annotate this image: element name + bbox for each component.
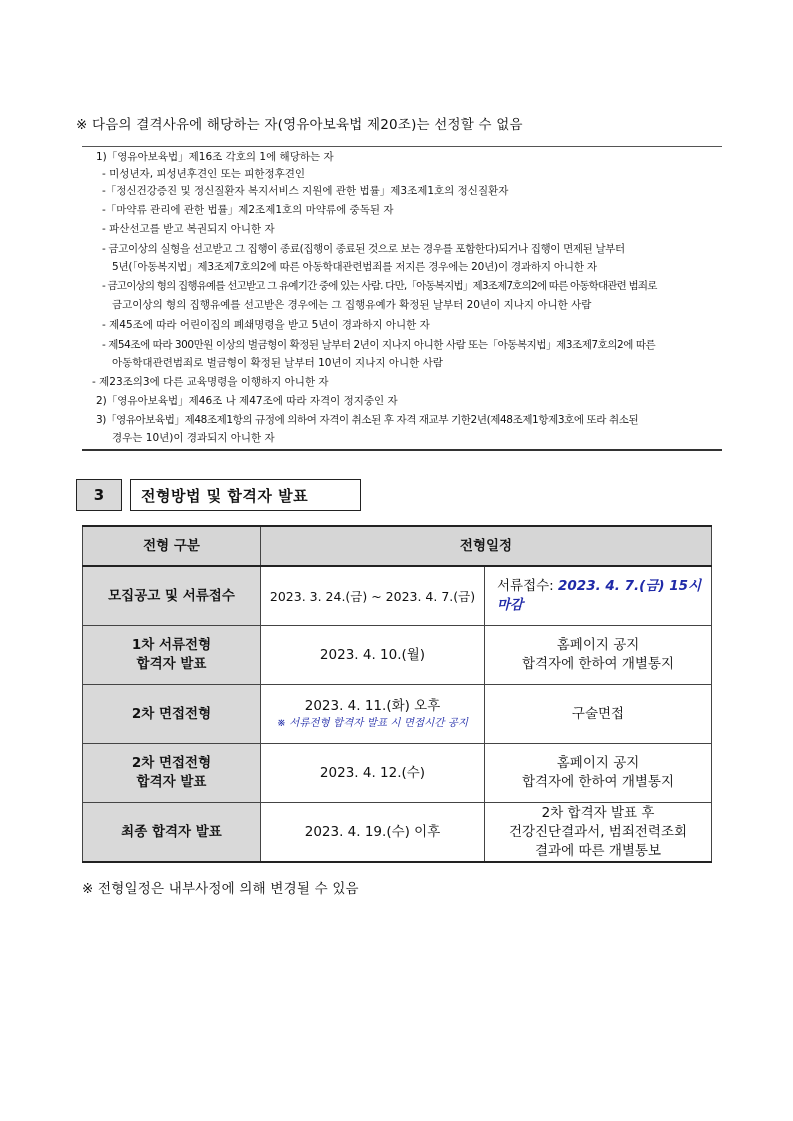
table-row xyxy=(83,744,712,803)
disqualification-box xyxy=(82,146,722,451)
list-item: -「정신건강증진 및 정신질환자 복지서비스 지원에 관한 법률」제3조제1호의 정신질환자 xyxy=(102,185,509,197)
row-note: 홈페이지 공지 합격자에 한하여 개별통지 xyxy=(485,744,712,803)
row-note xyxy=(485,566,712,626)
row-date: 2023. 4. 11.(화) 오후 ※ 서류전형 합격자 발표 시 면접시간 공지 xyxy=(261,685,485,744)
list-item: 1)「영유아보육법」제16조 각호의 1에 해당하는 자 xyxy=(96,151,334,163)
list-item: 5년(「아동복지법」제3조제7호의2에 따른 아동학대관련범죄를 저지른 경우에는 20년)이 경과하지 아니한 자 xyxy=(112,261,597,273)
row-label: 1차 서류전형 합격자 발표 xyxy=(83,626,261,685)
list-item: 3)「영유아보육법」제48조제1항의 규정에 의하여 자격이 취소된 후 자격 재교부 기한2년(제48조제1항제3호에 또라 취소된 xyxy=(96,414,639,426)
row-date: 2023. 4. 10.(월) xyxy=(261,626,485,685)
row-note: 홈페이지 공지 합격자에 한하여 개별통지 xyxy=(485,626,712,685)
table-row xyxy=(83,685,712,744)
deadline-text: 2023. 4. 7.(금) 15시 마감 xyxy=(497,578,702,613)
disqualification-notice: ※ 다음의 결격사유에 해당하는 자(영유아보육법 제20조)는 선정할 수 없음 xyxy=(76,117,523,133)
row-date: 2023. 4. 19.(수) 이후 xyxy=(261,803,485,863)
header-schedule: 전형일정 xyxy=(261,526,712,566)
list-item: - 제54조에 따라 300만원 이상의 벌금형이 확정된 날부터 2년이 지나지 아니한 사람 또는「아동복지법」제3조제7호의2에 따른 xyxy=(102,339,656,351)
list-item: - 금고이상의 형의 집행유예를 선고받고 그 유예기간 중에 있는 사람. 다만,「아동복지법」제3조제7호의2에 따른 아동학대관련 범죄로 xyxy=(102,280,657,292)
row-label: 2차 면접전형 합격자 발표 xyxy=(83,744,261,803)
list-item: - 금고이상의 실형을 선고받고 그 집행이 종료(집행이 종료된 것으로 보는 경우를 포함한다)되거나 집행이 면제된 날부터 xyxy=(102,243,625,255)
table-row xyxy=(83,626,712,685)
table-row xyxy=(83,566,712,626)
row-note: 구술면접 xyxy=(485,685,712,744)
schedule-table xyxy=(82,525,712,863)
row-label: 모집공고 및 서류접수 xyxy=(83,566,261,626)
list-item: 경우는 10년)이 경과되지 아니한 자 xyxy=(112,432,275,444)
list-item: - 제45조에 따라 어린이집의 폐쇄명령을 받고 5년이 경과하지 아니한 자 xyxy=(102,319,430,331)
list-item: 아동학대관련범죄로 벌금형이 확정된 날부터 10년이 지나지 아니한 사람 xyxy=(112,357,443,369)
header-category: 전형 구분 xyxy=(83,526,261,566)
schedule-change-notice: ※ 전형일정은 내부사정에 의해 변경될 수 있음 xyxy=(82,881,359,897)
list-item: - 제23조의3에 다른 교육명령을 이행하지 아니한 자 xyxy=(92,376,329,388)
list-item: 금고이상의 형의 집행유예를 선고받은 경우에는 그 집행유예가 확정된 날부터 20년이 지나지 아니한 사람 xyxy=(112,299,592,311)
table-row xyxy=(83,803,712,863)
row-date: 2023. 3. 24.(금) ~ 2023. 4. 7.(금) xyxy=(261,566,485,626)
list-item: - 미성년자, 피성년후견인 또는 피한정후견인 xyxy=(102,168,306,180)
row-note: 2차 합격자 발표 후 건강진단결과서, 범죄전력조회 결과에 따른 개별통보 xyxy=(485,803,712,863)
row-label: 2차 면접전형 xyxy=(83,685,261,744)
section-number: 3 xyxy=(76,479,122,511)
row-date: 2023. 4. 12.(수) xyxy=(261,744,485,803)
interview-time-note: ※ 서류전형 합격자 발표 시 면접시간 공지 xyxy=(276,717,469,729)
note-prefix: 서류접수: xyxy=(497,578,559,594)
row-label: 최종 합격자 발표 xyxy=(83,803,261,863)
list-item: 2)「영유아보육법」제46조 나 제47조에 따라 자격이 정지중인 자 xyxy=(96,395,398,407)
section-title: 전형방법 및 합격자 발표 xyxy=(130,479,361,511)
list-item: -「마약류 관리에 관한 법률」제2조제1호의 마약류에 중독된 자 xyxy=(102,204,394,216)
list-item: - 파산선고를 받고 복권되지 아니한 자 xyxy=(102,223,275,235)
table-header-row xyxy=(83,526,712,566)
